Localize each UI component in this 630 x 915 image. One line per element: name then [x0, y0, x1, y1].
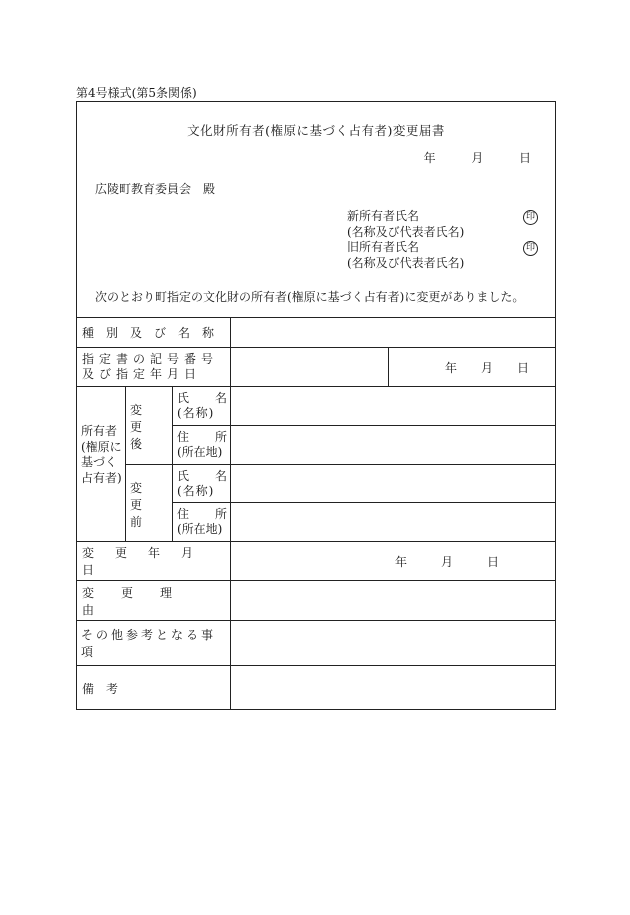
before-label: 変 更 前	[130, 481, 167, 529]
name-line1: 氏 名	[177, 391, 227, 405]
designation-line2: 及び指定年月日	[82, 367, 202, 381]
after-address-field[interactable]	[231, 426, 555, 464]
after-label: 変 更 後	[130, 403, 167, 451]
notice-text: 次のとおり町指定の文化財の所有者(権原に基づく占有者)に変更がありました。	[95, 290, 525, 304]
day-label: 日	[518, 151, 531, 165]
year-label: 年	[394, 554, 407, 569]
other-notes-field[interactable]	[231, 621, 555, 665]
new-owner-label: 新所有者氏名	[347, 209, 420, 223]
designation-date-field[interactable]	[389, 348, 555, 386]
designation-label	[82, 348, 227, 386]
old-owner-label: 旧所有者氏名	[347, 240, 420, 255]
change-reason-field[interactable]	[231, 581, 555, 620]
year-label: 年	[444, 360, 457, 375]
column-divider	[125, 386, 126, 541]
type-name-text: 種 別 及 び 名 称	[82, 326, 215, 340]
before-name-label	[177, 465, 227, 502]
after-name-label	[177, 387, 227, 425]
address-line2: (所在地)	[177, 522, 223, 536]
day-label: 日	[486, 554, 499, 569]
month-label: 月	[471, 151, 484, 165]
remarks-field[interactable]	[231, 666, 555, 710]
before-name-field[interactable]	[231, 465, 555, 502]
addressee: 広陵町教育委員会 殿	[95, 182, 216, 196]
seal-icon: 印	[523, 241, 538, 256]
change-reason-label: 変更理由	[82, 585, 200, 617]
new-owner-sub-label: (名称及び代表者氏名)	[347, 224, 465, 239]
designation-number-field[interactable]	[231, 348, 388, 386]
form-frame	[76, 101, 556, 710]
after-name-field[interactable]	[231, 387, 555, 425]
address-line1: 住 所	[177, 507, 227, 521]
name-line1: 氏 名	[177, 468, 227, 483]
name-line2: (名称)	[177, 406, 215, 420]
form-title: 文化財所有者(権原に基づく占有者)変更届書	[187, 123, 445, 138]
change-date-field[interactable]	[231, 542, 555, 580]
header-date[interactable]	[424, 149, 531, 166]
designation-line1: 指定書の記号番号	[82, 352, 219, 366]
owner-group-label: 所有者(権原に基づく占有者)	[81, 424, 122, 485]
change-date-label: 変更年月日	[82, 546, 215, 577]
other-notes-label: その他参考となる事項	[81, 628, 217, 659]
day-label: 日	[516, 360, 529, 375]
name-line2: (名称)	[177, 483, 215, 498]
before-address-field[interactable]	[231, 503, 555, 541]
address-line1: 住 所	[177, 430, 227, 444]
remarks-label: 備 考	[82, 681, 119, 696]
type-name-label	[82, 318, 225, 347]
seal-icon: 印	[523, 210, 538, 225]
form-label: 第4号様式(第5条関係)	[76, 86, 197, 100]
form-header-area	[77, 102, 555, 317]
old-owner-sub-label: (名称及び代表者氏名)	[347, 255, 465, 270]
year-label: 年	[423, 151, 436, 165]
month-label: 月	[480, 360, 493, 375]
type-name-field[interactable]	[231, 318, 555, 347]
column-divider	[172, 386, 173, 541]
after-address-label	[177, 426, 227, 464]
address-line2: (所在地)	[177, 445, 223, 459]
signature-block	[347, 209, 464, 271]
month-label: 月	[440, 554, 453, 569]
before-address-label	[177, 503, 227, 541]
